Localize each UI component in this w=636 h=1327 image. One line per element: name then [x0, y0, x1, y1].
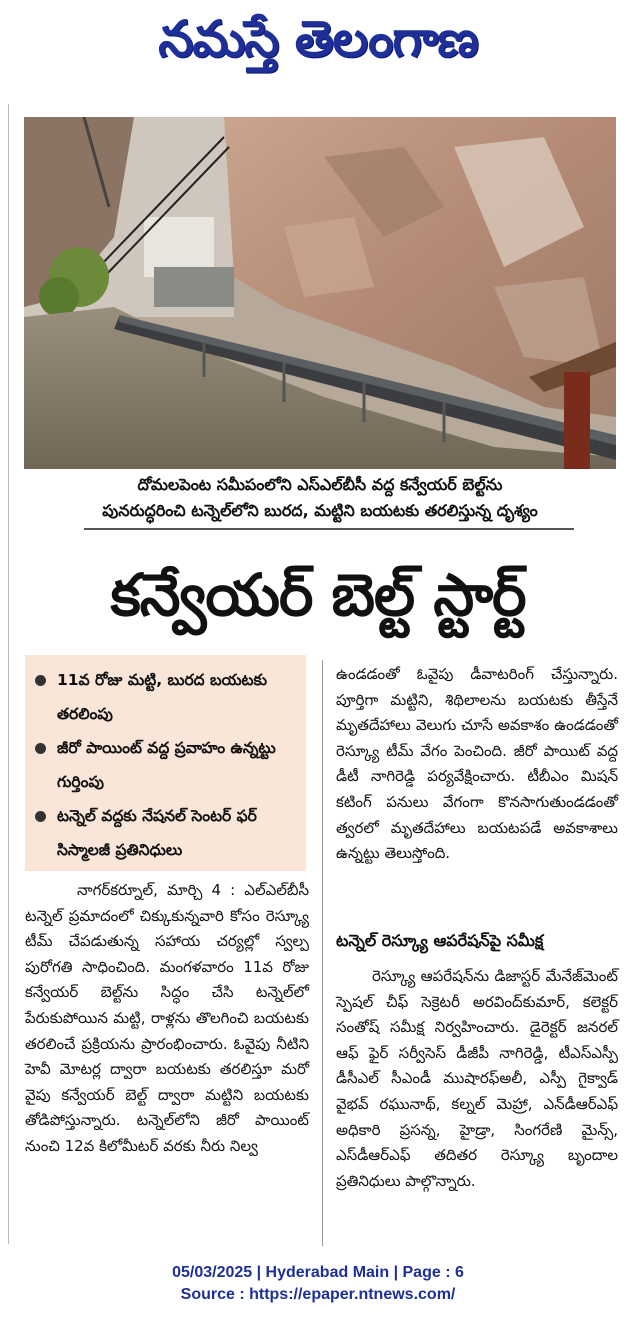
article-subheading: టన్నెల్ రెస్క్యూ ఆపరేషన్‌పై సమీక్ష: [336, 931, 544, 950]
footer-source-line[interactable]: Source : https://epaper.ntnews.com/: [180, 1286, 456, 1303]
highlight-text: టన్నెల్ వద్దకు నేషనల్ సెంటర్ ఫర్ సిస్మాలజీ ప్రతినిధులు: [57, 807, 257, 859]
news-photo: [24, 117, 616, 469]
masthead-title: నమస్తే తెలంగాణ: [158, 10, 478, 68]
highlight-text: జీరో పాయింట్ వద్ద ప్రవాహం ఉన్నట్టు గుర్తింపు: [57, 739, 276, 791]
page-left-rule: [8, 104, 9, 1244]
highlight-item: [35, 799, 298, 867]
highlight-item: [35, 731, 298, 799]
body-column-right-top: ఉండడంతో ఓవైపు డీవాటరింగ్ చేస్తున్నారు. పూర్తిగా మట్టిని, శిథిలాలను బయటకు తీస్తేనే మృతదేహాలు వెలుగు చూసే అవకాశం ఉండడంతో రెస్క్యూ టీమ్ వేగం పెంచింది. జీరో పాయిట్ వద్ద డీటీ నాగిరెడ్డి పర్యవేక్షించారు. టీబీఎం మిషన్ కటింగ్ పనులు వేగంగా కొనసాగుతుండడంతో త్వరలో మృతదేహాలు బయటపడే అవకాశాలు ఉన్నట్టు తెలుస్తోంది.: [336, 665, 618, 863]
bullet-icon: [35, 675, 46, 686]
bullet-icon: [35, 811, 46, 822]
caption-line-1: దోమలపెంట సమీపంలోని ఎస్‌ఎల్‌బీసీ వద్ద కన్వేయర్ బెల్ట్‌ను: [137, 475, 503, 494]
photo-caption: [24, 472, 616, 524]
body-column-right-bottom: రెస్క్యూ ఆపరేషన్‌ను డిజాస్టర్ మేనేజ్‌మెంట్ స్పెషల్ చీఫ్ సెక్రెటరీ అరవింద్‌కుమార్, కలెక్టర్ సంతోష్ సమీక్ష నిర్వహించారు. డైరెక్టర్ జనరల్ ఆఫ్ ఫైర్ సర్వీసెస్ డీజీపీ నాగిరెడ్డి, టీఎస్‌ఎస్పీ డీసీఎల్ సీఎండీ ముషారఫ్‌అలీ, ఎస్పీ గైక్వాడ్ వైభవ్ రఘునాథ్, కల్నల్ మెహ్రా, ఎన్‌డీఆర్‌ఎఫ్ అధికారి ప్రసన్న, హైడ్రా, సింగరేణి మైన్స్, ఎస్‌డీఆర్‌ఎఫ్ తదితర రెస్క్యూ బృందాల ప్రతినిధులు పాల్గొన్నారు.: [336, 967, 618, 1190]
footer-edition-line: 05/03/2025 | Hyderabad Main | Page : 6: [172, 1264, 464, 1281]
body-column-left: నాగర్‌కర్నూల్, మార్చి 4 : ఎల్‌ఎల్‌బీసీ టన్నెల్ ప్రమాదంలో చిక్కుకున్నవారి కోసం రెస్క్యూ టీమ్ చేపడుతున్న సహాయ చర్యల్లో స్వల్ప పురోగతి సాధించింది. మంగళవారం 11వ రోజు కన్వేయర్ బెల్ట్‌ను సిద్ధం చేసి టన్నెల్‌లో పేరుకుపోయిన మట్టి, రాళ్లను తొలగించి బయటకు తరలించే ప్రక్రియను ప్రారంభించారు. ఓవైపు నీటిని హెవీ మోటర్ల ద్వారా బయటకు తరలిస్తూ మరో వైపు కన్వేయర్ బెల్ట్ ద్వారా మట్టిని బయటకు తోడిపోస్తున్నారు. టన్నెల్‌లోని జీరో పాయింట్ నుంచి 12వ కిలోమీటర్ వరకు నీరు నిల్వ: [25, 881, 309, 1155]
caption-line-2: పునరుద్ధరించి టన్నెల్‌లోని బురద, మట్టిని బయటకు తరలిస్తున్న దృశ్యం: [102, 501, 538, 520]
caption-underline: [84, 528, 574, 530]
column-divider: [322, 660, 323, 1246]
article-headline: కన్వేయర్ బెల్ట్ స్టార్ట్: [110, 561, 526, 629]
highlight-text: 11వ రోజు మట్టి, బురద బయటకు తరలింపు: [57, 671, 267, 723]
bullet-icon: [35, 743, 46, 754]
highlight-item: [35, 663, 298, 731]
page-footer: [0, 1262, 636, 1306]
highlights-box: [25, 655, 306, 871]
tunnel-conveyor-photo: [24, 117, 616, 469]
masthead: [0, 0, 636, 78]
